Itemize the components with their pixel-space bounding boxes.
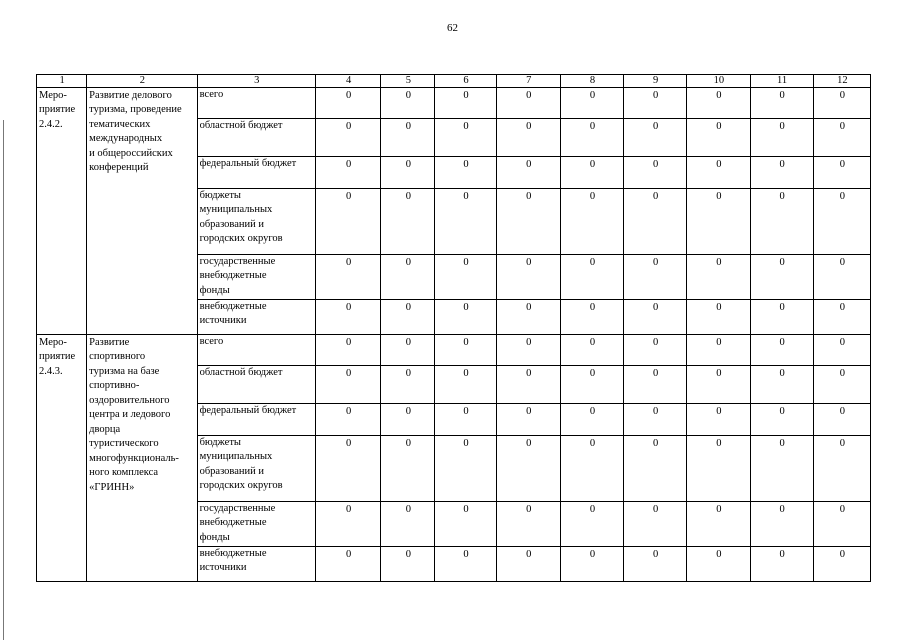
value-cell-col-12: 0 [813,255,870,300]
value-cell-col-7: 0 [496,119,560,157]
funding-source-line: федеральный бюджет [199,158,297,169]
value-cell-col-9: 0 [624,436,687,502]
value-cell-col-6: 0 [435,335,496,366]
activity-name-line: дворца [89,423,121,435]
value-cell-col-11: 0 [750,300,813,335]
column-number-row [37,75,871,88]
value-cell-col-10: 0 [687,366,750,404]
value-cell-col-9: 0 [624,547,687,582]
value-cell-col-12: 0 [813,189,870,255]
value-cell-col-9: 0 [624,300,687,335]
value-cell-col-7: 0 [496,189,560,255]
funding-source [197,335,315,366]
activity-code [37,88,87,335]
value-cell-col-9: 0 [624,404,687,436]
column-header-4: 4 [315,75,380,88]
column-header-6: 6 [435,75,496,88]
column-header-3: 3 [197,75,315,88]
value-cell-col-10: 0 [687,300,750,335]
value-cell-col-5: 0 [381,255,435,300]
activity-code-line: Меро- [39,337,67,348]
value-cell-col-7: 0 [496,404,560,436]
funding-source-line: образований и [199,218,264,230]
value-cell-col-10: 0 [687,335,750,366]
value-cell-col-11: 0 [750,119,813,157]
value-cell-col-6: 0 [435,502,496,547]
value-cell-col-9: 0 [624,189,687,255]
value-cell-col-7: 0 [496,547,560,582]
value-cell-col-4: 0 [315,255,380,300]
value-cell-col-8: 0 [560,547,623,582]
value-cell-col-12: 0 [813,404,870,436]
activity-name-line: туризма на базе [89,365,160,377]
value-cell-col-12: 0 [813,157,870,189]
value-cell-col-9: 0 [624,335,687,366]
value-cell-col-10: 0 [687,547,750,582]
funding-source [197,547,315,582]
funding-source-line: фонды [199,531,230,543]
value-cell-col-12: 0 [813,300,870,335]
value-cell-col-4: 0 [315,88,380,119]
value-cell-col-8: 0 [560,88,623,119]
value-cell-col-8: 0 [560,157,623,189]
activity-name-line: многофункциональ- [89,452,179,464]
value-cell-col-5: 0 [381,88,435,119]
value-cell-col-4: 0 [315,502,380,547]
value-cell-col-11: 0 [750,502,813,547]
column-header-12: 12 [813,75,870,88]
value-cell-col-5: 0 [381,366,435,404]
value-cell-col-9: 0 [624,157,687,189]
funding-source-line: городских округов [199,480,283,492]
funding-source-line: государственные [199,503,276,514]
value-cell-col-5: 0 [381,189,435,255]
value-cell-col-8: 0 [560,300,623,335]
value-cell-col-10: 0 [687,119,750,157]
activity-name-line: тематических [89,118,151,130]
value-cell-col-6: 0 [435,404,496,436]
funding-source-line: областной бюджет [199,120,283,131]
funding-source-line: внебюджетные [199,517,267,529]
value-cell-col-12: 0 [813,335,870,366]
value-cell-col-9: 0 [624,119,687,157]
value-cell-col-11: 0 [750,88,813,119]
value-cell-col-12: 0 [813,436,870,502]
value-cell-col-10: 0 [687,88,750,119]
column-header-8: 8 [560,75,623,88]
activity-name-line: центра и ледового [89,409,171,421]
table-body [37,75,871,582]
funding-source [197,157,315,189]
value-cell-col-5: 0 [381,502,435,547]
value-cell-col-7: 0 [496,157,560,189]
value-cell-col-4: 0 [315,300,380,335]
funding-source-line: образований и [199,465,264,477]
activity-code-line: Меро- [39,90,67,101]
value-cell-col-10: 0 [687,157,750,189]
funding-source-line: бюджеты [199,437,241,448]
activity-name [87,88,197,335]
column-header-2: 2 [87,75,197,88]
value-cell-col-5: 0 [381,436,435,502]
activity-name-line: туристического [89,438,159,450]
column-header-10: 10 [687,75,750,88]
table-row [37,88,871,119]
value-cell-col-8: 0 [560,335,623,366]
value-cell-col-8: 0 [560,404,623,436]
column-header-1: 1 [37,75,87,88]
value-cell-col-7: 0 [496,255,560,300]
value-cell-col-10: 0 [687,189,750,255]
value-cell-col-9: 0 [624,366,687,404]
value-cell-col-4: 0 [315,366,380,404]
activity-name-line: ного комплекса [89,467,159,479]
value-cell-col-4: 0 [315,404,380,436]
value-cell-col-6: 0 [435,366,496,404]
value-cell-col-12: 0 [813,119,870,157]
value-cell-col-4: 0 [315,119,380,157]
activity-code-line: приятие [39,104,76,116]
value-cell-col-6: 0 [435,300,496,335]
activity-code-line: 2.4.2. [39,118,63,130]
funding-source-line: бюджеты [199,190,241,201]
value-cell-col-8: 0 [560,436,623,502]
column-header-5: 5 [381,75,435,88]
funding-source-line: фонды [199,284,230,296]
value-cell-col-9: 0 [624,255,687,300]
activity-name-line: Развитие делового [89,90,172,101]
value-cell-col-7: 0 [496,88,560,119]
activity-name-line: «ГРИНН» [89,481,135,493]
value-cell-col-9: 0 [624,88,687,119]
value-cell-col-6: 0 [435,547,496,582]
value-cell-col-4: 0 [315,436,380,502]
value-cell-col-10: 0 [687,436,750,502]
value-cell-col-6: 0 [435,255,496,300]
funding-source [197,88,315,119]
value-cell-col-12: 0 [813,88,870,119]
funding-source-line: источники [199,315,247,327]
table-row [37,335,871,366]
activity-name-line: и общероссийских [89,147,173,159]
funding-source-line: областной бюджет [199,367,283,378]
column-header-7: 7 [496,75,560,88]
value-cell-col-4: 0 [315,189,380,255]
page-edge-line [3,120,4,640]
value-cell-col-8: 0 [560,502,623,547]
value-cell-col-10: 0 [687,404,750,436]
value-cell-col-5: 0 [381,547,435,582]
funding-source [197,119,315,157]
value-cell-col-8: 0 [560,255,623,300]
funding-source [197,300,315,335]
funding-source [197,436,315,502]
value-cell-col-11: 0 [750,436,813,502]
funding-source-line: внебюджетные [199,301,267,312]
value-cell-col-6: 0 [435,88,496,119]
funding-source-line: всего [199,336,224,347]
activity-code [37,335,87,582]
value-cell-col-11: 0 [750,255,813,300]
value-cell-col-8: 0 [560,189,623,255]
value-cell-col-11: 0 [750,157,813,189]
activity-name-line: спортивного [89,351,146,363]
value-cell-col-10: 0 [687,502,750,547]
activity-name-line: международных [89,133,163,145]
value-cell-col-4: 0 [315,157,380,189]
page-number: 62 [447,22,458,34]
value-cell-col-7: 0 [496,502,560,547]
value-cell-col-7: 0 [496,436,560,502]
value-cell-col-11: 0 [750,404,813,436]
funding-source [197,366,315,404]
activity-code-line: приятие [39,351,76,363]
value-cell-col-11: 0 [750,335,813,366]
value-cell-col-5: 0 [381,300,435,335]
activity-name-line: оздоровительного [89,394,170,406]
value-cell-col-8: 0 [560,119,623,157]
value-cell-col-6: 0 [435,119,496,157]
funding-source-line: городских округов [199,233,283,245]
value-cell-col-5: 0 [381,404,435,436]
funding-source-line: государственные [199,256,276,267]
value-cell-col-7: 0 [496,335,560,366]
funding-table [36,74,871,582]
activity-name [87,335,197,582]
value-cell-col-4: 0 [315,335,380,366]
funding-source-line: всего [199,89,224,100]
value-cell-col-9: 0 [624,502,687,547]
column-header-9: 9 [624,75,687,88]
value-cell-col-6: 0 [435,157,496,189]
funding-source-line: источники [199,562,247,574]
value-cell-col-11: 0 [750,547,813,582]
funding-source-line: внебюджетные [199,548,267,559]
value-cell-col-5: 0 [381,335,435,366]
funding-source [197,502,315,547]
value-cell-col-12: 0 [813,502,870,547]
value-cell-col-5: 0 [381,157,435,189]
value-cell-col-12: 0 [813,366,870,404]
value-cell-col-11: 0 [750,366,813,404]
activity-code-line: 2.4.3. [39,365,63,377]
value-cell-col-11: 0 [750,189,813,255]
funding-source [197,255,315,300]
column-header-11: 11 [750,75,813,88]
funding-source-line: муниципальных [199,451,273,463]
funding-source-line: муниципальных [199,204,273,216]
value-cell-col-12: 0 [813,547,870,582]
value-cell-col-6: 0 [435,189,496,255]
value-cell-col-4: 0 [315,547,380,582]
funding-source-line: федеральный бюджет [199,405,297,416]
activity-name-line: туризма, проведение [89,104,182,116]
value-cell-col-8: 0 [560,366,623,404]
funding-source [197,189,315,255]
activity-name-line: Развитие [89,337,130,348]
funding-source-line: внебюджетные [199,270,267,282]
value-cell-col-10: 0 [687,255,750,300]
funding-source [197,404,315,436]
value-cell-col-6: 0 [435,436,496,502]
activity-name-line: конференций [89,162,149,174]
value-cell-col-5: 0 [381,119,435,157]
activity-name-line: спортивно- [89,380,140,392]
value-cell-col-7: 0 [496,300,560,335]
value-cell-col-7: 0 [496,366,560,404]
